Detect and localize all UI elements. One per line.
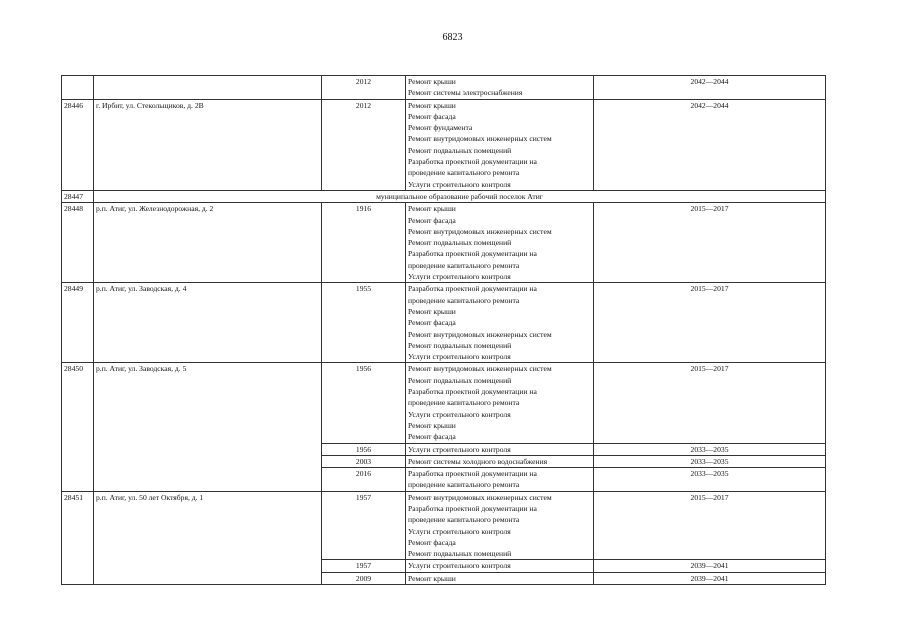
work-item: Ремонт фасада — [408, 111, 456, 121]
year-cell: 1916 — [322, 203, 406, 283]
work-item: Ремонт подвальных помещений — [408, 340, 512, 350]
year-cell: 2016 — [322, 468, 406, 492]
address-cell: р.п. Атиг, ул. Железнодорожная, д. 2 — [94, 203, 322, 283]
year-cell: 1957 — [322, 560, 406, 572]
year-cell: 2009 — [322, 572, 406, 584]
work-item: Ремонт фасада — [408, 215, 456, 225]
table-row — [62, 283, 826, 363]
work-item: Ремонт крыши — [408, 77, 456, 86]
work-item: Ремонт внутридомовых инженерных систем — [408, 492, 552, 502]
work-item: Ремонт крыши — [408, 204, 456, 214]
row-number: 28450 — [62, 363, 94, 491]
period-cell: 2015—2017 — [594, 283, 826, 363]
work-item: Ремонт подвальных помещений — [408, 238, 512, 248]
works-cell — [406, 572, 594, 584]
year-cell: 2012 — [322, 99, 406, 190]
works-cell — [406, 455, 594, 467]
works-cell — [406, 443, 594, 455]
row-number — [62, 76, 94, 100]
work-item: Ремонт фасада — [408, 318, 456, 328]
period-cell: 2015—2017 — [594, 203, 826, 283]
municipality-heading: муниципальное образование рабочий поселок Атиг — [94, 190, 826, 202]
works-cell — [406, 99, 594, 190]
period-cell: 2039—2041 — [594, 572, 826, 584]
work-item: проведение капитального ремонта — [408, 168, 520, 178]
table-row — [62, 99, 826, 190]
table-row — [62, 76, 826, 100]
repair-schedule-table — [61, 75, 826, 585]
works-cell — [406, 76, 594, 100]
work-item: Ремонт крыши — [408, 573, 456, 583]
address-cell: г. Ирбит, ул. Стекольщиков, д. 2В — [94, 99, 322, 190]
year-cell: 2003 — [322, 455, 406, 467]
table-row — [62, 190, 826, 202]
work-item: Услуги строительного контроля — [408, 526, 511, 536]
work-item: Ремонт крыши — [408, 420, 456, 430]
work-item: Ремонт внутридомовых инженерных систем — [408, 134, 552, 144]
period-cell: 2015—2017 — [594, 491, 826, 560]
period-cell: 2042—2044 — [594, 99, 826, 190]
period-cell: 2033—2035 — [594, 443, 826, 455]
table-row — [62, 203, 826, 283]
work-item: Ремонт фасада — [408, 537, 456, 547]
works-cell — [406, 283, 594, 363]
work-item: Разработка проектной документации на — [408, 503, 537, 513]
address-cell: р.п. Атиг, ул. 50 лет Октября, д. 1 — [94, 491, 322, 584]
row-number: 28451 — [62, 491, 94, 584]
work-item: Услуги строительного контроля — [408, 444, 511, 454]
work-item: Разработка проектной документации на — [408, 284, 537, 294]
work-item: Услуги строительного контроля — [408, 409, 511, 419]
address-cell — [94, 76, 322, 100]
work-item: Ремонт фундамента — [408, 123, 473, 133]
work-item: Услуги строительного контроля — [408, 352, 511, 362]
row-number: 28447 — [62, 190, 94, 202]
year-cell: 1957 — [322, 491, 406, 560]
work-item: Услуги строительного контроля — [408, 179, 511, 189]
work-item: Ремонт системы холодного водоснабжения — [408, 456, 548, 466]
period-cell: 2042—2044 — [594, 76, 826, 100]
work-item: Разработка проектной документации на — [408, 387, 537, 397]
work-item: проведение капитального ремонта — [408, 480, 520, 490]
work-item: Ремонт крыши — [408, 100, 456, 110]
work-item: Разработка проектной документации на — [408, 469, 537, 479]
work-item: проведение капитального ремонта — [408, 515, 520, 525]
work-item: Ремонт внутридомовых инженерных систем — [408, 226, 552, 236]
works-cell — [406, 468, 594, 492]
work-item: Ремонт внутридомовых инженерных систем — [408, 329, 552, 339]
year-cell: 2012 — [322, 76, 406, 100]
works-cell — [406, 560, 594, 572]
year-cell: 1955 — [322, 283, 406, 363]
work-item: Ремонт подвальных помещений — [408, 375, 512, 385]
page-number: 6823 — [442, 32, 463, 43]
row-number: 28449 — [62, 283, 94, 363]
work-item: проведение капитального ремонта — [408, 295, 520, 305]
row-number: 28448 — [62, 203, 94, 283]
work-item: Разработка проектной документации на — [408, 157, 537, 167]
address-cell: р.п. Атиг, ул. Заводская, д. 5 — [94, 363, 322, 491]
period-cell: 2015—2017 — [594, 363, 826, 443]
works-cell — [406, 491, 594, 560]
period-cell: 2033—2035 — [594, 468, 826, 492]
table-row — [62, 363, 826, 443]
work-item: Ремонт внутридомовых инженерных систем — [408, 364, 552, 374]
work-item: проведение капитального ремонта — [408, 260, 520, 270]
work-item: Ремонт фасада — [408, 432, 456, 442]
work-item: Ремонт подвальных помещений — [408, 145, 512, 155]
work-item: проведение капитального ремонта — [408, 398, 520, 408]
work-item: Ремонт системы электроснабжения — [408, 88, 523, 98]
work-item: Разработка проектной документации на — [408, 249, 537, 259]
work-item: Услуги строительного контроля — [408, 561, 511, 571]
works-cell — [406, 203, 594, 283]
period-cell: 2039—2041 — [594, 560, 826, 572]
work-item: Услуги строительного контроля — [408, 272, 511, 282]
year-cell: 1956 — [322, 443, 406, 455]
period-cell: 2033—2035 — [594, 455, 826, 467]
row-number: 28446 — [62, 99, 94, 190]
address-cell: р.п. Атиг, ул. Заводская, д. 4 — [94, 283, 322, 363]
works-cell — [406, 363, 594, 443]
work-item: Ремонт крыши — [408, 306, 456, 316]
work-item: Ремонт подвальных помещений — [408, 549, 512, 559]
year-cell: 1956 — [322, 363, 406, 443]
table-row — [62, 491, 826, 560]
